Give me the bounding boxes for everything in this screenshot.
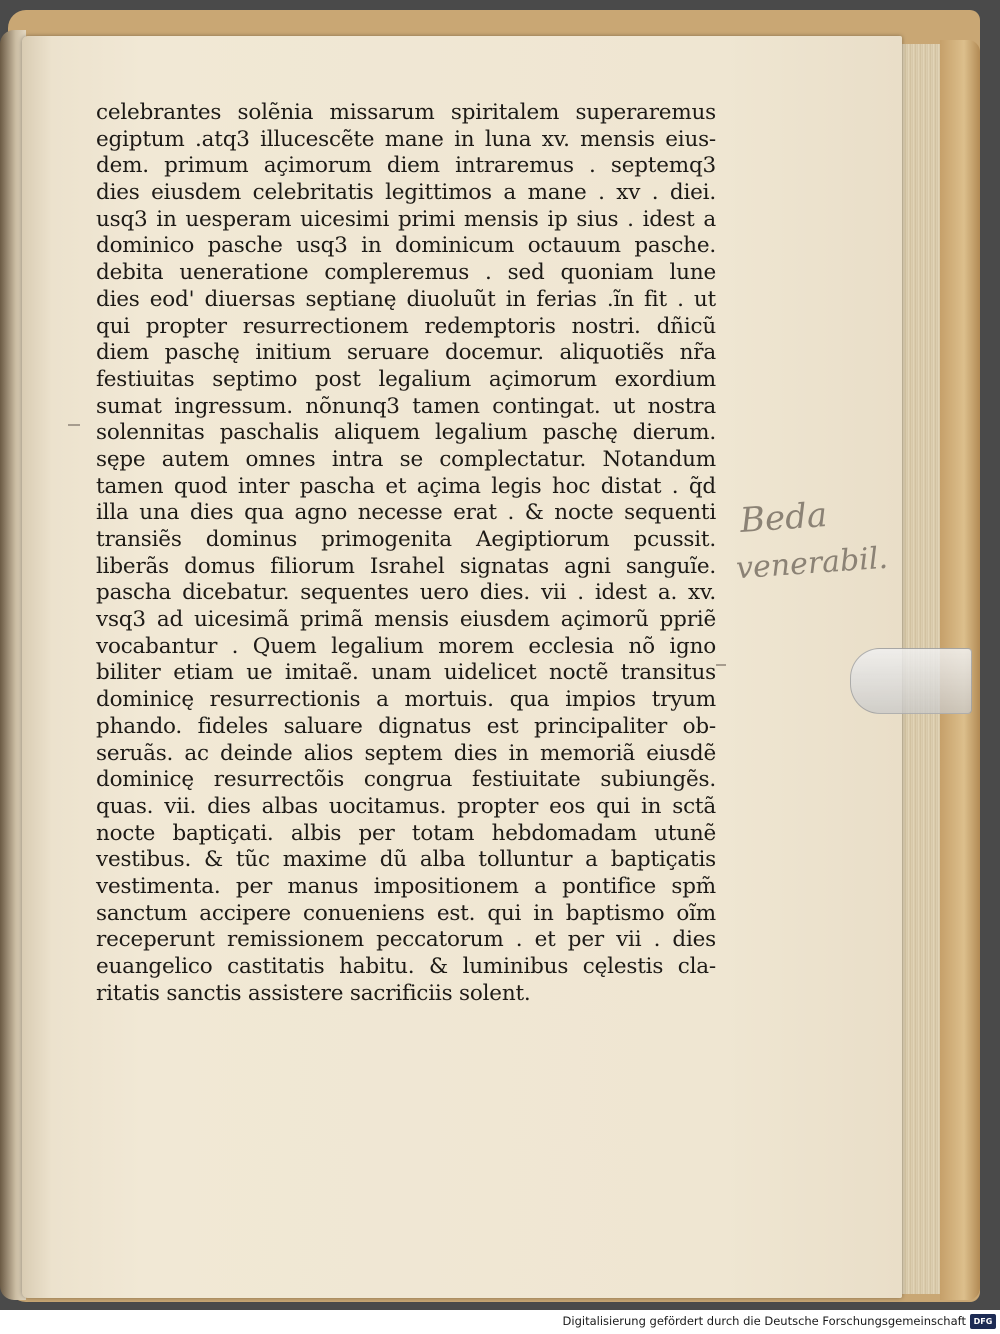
printed-text-block [96, 100, 716, 1007]
text-line: ritatis sanctis assistere sacrificiis solent. [96, 980, 531, 1006]
margin-note-author-epithet: venerabil. [734, 540, 889, 587]
text-line: debita ueneratione compleremus . sed quoniam lune [96, 260, 716, 286]
text-line: tamen quod inter pascha et açima legis hoc distat . q̃d [96, 473, 716, 499]
text-line: receperunt remissionem peccatorum . et per vii . dies [96, 927, 716, 953]
text-line: quas. vii. dies albas uocitamus. propter eos qui in sctã [96, 793, 716, 819]
text-line: sanctum accipere conueniens est. qui in baptismo oĩm [96, 900, 716, 926]
text-line: qui propter resurrectionem redemptoris nostri. dñicũ [96, 313, 716, 339]
text-line: dominicę resurrectionis a mortuis. qua impios tryum [96, 687, 716, 713]
page-clip [850, 648, 972, 714]
text-line: dominicę resurrectõis congrua festiuitate subiungẽs. [96, 767, 716, 793]
text-line: illa una dies qua agno necesse erat . & nocte sequenti [96, 500, 716, 526]
text-line: vsq3 ad uicesimã primã mensis eiusdem açimorũ ppriẽ [96, 607, 716, 633]
margin-dash-mark [716, 664, 726, 666]
text-line: festiuitas septimo post legalium açimorum exordium [96, 366, 716, 392]
margin-note-author: Beda [738, 495, 829, 541]
text-line: sępe autem omnes intra se complectatur. Notandum [96, 446, 716, 472]
text-line: celebrantes solẽnia missarum spiritalem superaremus [96, 100, 716, 125]
text-line: solennitas paschalis aliquem legalium paschę dierum. [96, 420, 716, 446]
text-line: transiẽs dominus primogenita Aegiptiorum pcussit. [96, 527, 716, 552]
text-line: euangelico castitatis habitu. & luminibus cęlestis cla- [96, 954, 716, 979]
text-line: dominico pasche usq3 in dominicum octauum pasche. [96, 233, 716, 259]
text-line: seruãs. ac deinde alios septem dies in memoriã eiusdẽ [96, 740, 716, 766]
text-line: egiptum .atq3 illucescẽte mane in luna xv. mensis eius- [96, 126, 716, 152]
margin-dash-mark [68, 424, 80, 426]
text-line: vestimenta. per manus impositionem a pontifice spm̃ [96, 873, 716, 899]
text-line: phando. fideles saluare dignatus est principaliter ob- [96, 713, 716, 739]
text-line: vestibus. & tũc maxime dũ alba tolluntur a baptiçatis [96, 847, 716, 873]
text-line: usq3 in uesperam uicesimi primi mensis ip sius . idest a [96, 206, 716, 232]
digitization-footer [0, 1310, 1000, 1334]
text-line: vocabantur . Quem legalium morem ecclesia nõ igno [96, 633, 716, 659]
text-line: liberãs domus filiorum Israhel signatas agni sanguĩe. [96, 553, 716, 579]
dfg-logo: DFG [970, 1314, 996, 1329]
text-line: dies eod' diuersas septianę diuoluũt in ferias .ĩn fit . ut [96, 286, 716, 312]
text-line: sumat ingressum. nõnunq3 tamen contingat. ut nostra [96, 393, 716, 419]
text-line: pascha dicebatur. sequentes uero dies. vii . idest a. xv. [96, 580, 716, 606]
funding-credit: Digitalisierung gefördert durch die Deutsche Forschungsgemeinschaft [562, 1314, 966, 1328]
text-line: diem paschę initium seruare docemur. aliquotiẽs nr̃a [96, 340, 716, 366]
text-line: dies eiusdem celebritatis legittimos a mane . xv . diei. [96, 180, 716, 206]
text-line: biliter etiam ue imitaẽ. unam uidelicet noctẽ transitus [96, 660, 716, 686]
text-line: dem. primum açimorum diem intraremus . septemq3 [96, 153, 716, 179]
text-line: nocte baptiçati. albis per totam hebdomadam utunẽ [96, 820, 716, 846]
